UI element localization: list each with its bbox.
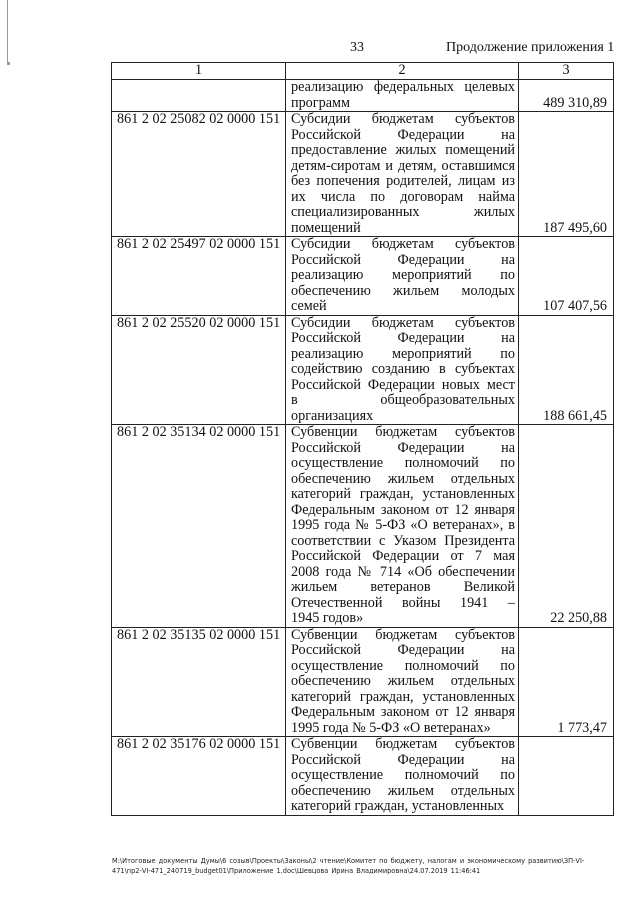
description-line: Субвенции бюджетам субъектов: [291, 626, 515, 643]
binding-mark-tick: [7, 62, 10, 65]
description-line: семей: [291, 298, 327, 314]
table-row: [112, 80, 614, 112]
table-row: [112, 627, 614, 737]
description-cell: [286, 315, 519, 425]
description-line: категорий граждан, установленных: [291, 798, 505, 814]
description-line: Российской Федерации новых мест: [291, 376, 515, 393]
description-line: Российской Федерации от 7 мая: [291, 548, 515, 564]
description-line: осуществление полномочий по: [291, 657, 515, 674]
description-line: категорий граждан, установленных: [291, 486, 515, 502]
description-line: обеспечению жильем отдельных: [291, 470, 515, 487]
description-line: Субсидии бюджетам субъектов: [291, 111, 515, 127]
description-line: без попечения родителей, лицам из: [291, 173, 515, 189]
table-row: [112, 112, 614, 237]
description-line: Субвенции бюджетам субъектов: [291, 424, 515, 440]
description-line: Субвенции бюджетам субъектов: [291, 736, 515, 752]
column-header-3: 3: [519, 63, 614, 80]
budget-code-cell: 861 2 02 35176 02 0000 151: [112, 737, 286, 816]
amount-cell: 1 773,47: [519, 627, 614, 737]
table-body: [112, 80, 614, 816]
description-cell: [286, 737, 519, 816]
column-header-2: 2: [286, 63, 519, 80]
table-row: [112, 737, 614, 816]
description-line: Российской Федерации на: [291, 439, 515, 456]
table-row: [112, 425, 614, 628]
description-line: обеспечению жильем молодых: [291, 282, 515, 299]
description-line: 1945 годов»: [291, 610, 364, 626]
description-cell: [286, 112, 519, 237]
description-cell: [286, 237, 519, 316]
amount-cell: 187 495,60: [519, 112, 614, 237]
amount-cell: [519, 737, 614, 816]
binding-mark: [7, 0, 8, 62]
description-line: осуществление полномочий по: [291, 767, 515, 783]
description-line: обеспечению жильем отдельных: [291, 782, 515, 799]
table-header-row: [112, 63, 614, 80]
description-line: предоставление жилых помещений: [291, 142, 515, 158]
description-line: Российской Федерации на: [291, 126, 515, 143]
description-line: в общеобразовательных: [291, 392, 515, 408]
description-line: реализацию федеральных целевых: [291, 79, 515, 95]
description-line: соответствии с Указом Президента: [291, 532, 515, 549]
table-row: [112, 237, 614, 316]
description-line: Российской Федерации на: [291, 330, 515, 346]
amount-cell: 22 250,88: [519, 425, 614, 628]
budget-code-cell: 861 2 02 25497 02 0000 151: [112, 237, 286, 316]
description-line: Российской Федерации на: [291, 251, 515, 268]
description-line: 1995 года № 5-ФЗ «О ветеранах»: [291, 719, 491, 736]
page-number: 33: [350, 40, 364, 55]
description-line: помещений: [291, 219, 361, 236]
document-file-path: M:\Итоговые документы Думы\6 созыв\Проекты\Законы\2 чтение\Комитет по бюджету, налогам и экономическому развитию\ЗП-VI-471\пр2-VI-471_240719_budget01\Приложение 1.doc\Шевцова Ирина Владимировна\24.07.2019 11:46:41: [112, 857, 585, 875]
description-line: жильем ветеранов Великой: [291, 579, 515, 595]
budget-code-cell: 861 2 02 25520 02 0000 151: [112, 315, 286, 425]
description-line: категорий граждан, установленных: [291, 688, 515, 705]
description-cell: [286, 425, 519, 628]
description-line: обеспечению жильем отдельных: [291, 673, 515, 689]
description-cell: [286, 627, 519, 737]
description-line: реализацию мероприятий по: [291, 345, 515, 362]
description-line: Российской Федерации на: [291, 751, 515, 768]
description-line: специализированных жилых: [291, 204, 515, 220]
amount-cell: 489 310,89: [519, 80, 614, 112]
description-cell: [286, 80, 519, 112]
table-row: [112, 315, 614, 425]
description-line: реализацию мероприятий по: [291, 267, 515, 283]
description-line: осуществление полномочий по: [291, 455, 515, 471]
budget-code-cell: 861 2 02 35135 02 0000 151: [112, 627, 286, 737]
amount-cell: 107 407,56: [519, 237, 614, 316]
revenue-table: [111, 62, 614, 816]
description-line: 2008 года № 714 «Об обеспечении: [291, 563, 515, 580]
description-line: их числа по договорам найма: [291, 188, 515, 205]
budget-code-cell: 861 2 02 25082 02 0000 151: [112, 112, 286, 237]
appendix-continuation-title: Продолжение приложения 1: [446, 40, 615, 55]
column-header-1: 1: [112, 63, 286, 80]
description-line: Субсидии бюджетам субъектов: [291, 236, 515, 252]
description-line: Федеральным законом от 12 января: [291, 501, 515, 518]
budget-code-cell: [112, 80, 286, 112]
description-line: Субсидии бюджетам субъектов: [291, 314, 515, 331]
description-line: детям-сиротам и детям, оставшимся: [291, 157, 515, 174]
description-line: программ: [291, 94, 350, 111]
description-line: 1995 года № 5-ФЗ «О ветеранах», в: [291, 517, 515, 533]
description-line: Российской Федерации на: [291, 642, 515, 658]
budget-code-cell: 861 2 02 35134 02 0000 151: [112, 425, 286, 628]
description-line: Отечественной войны 1941 –: [291, 594, 515, 611]
description-line: организациях: [291, 407, 374, 424]
amount-cell: 188 661,45: [519, 315, 614, 425]
description-line: Федеральным законом от 12 января: [291, 704, 515, 720]
description-line: содействию созданию в субъектах: [291, 361, 515, 377]
